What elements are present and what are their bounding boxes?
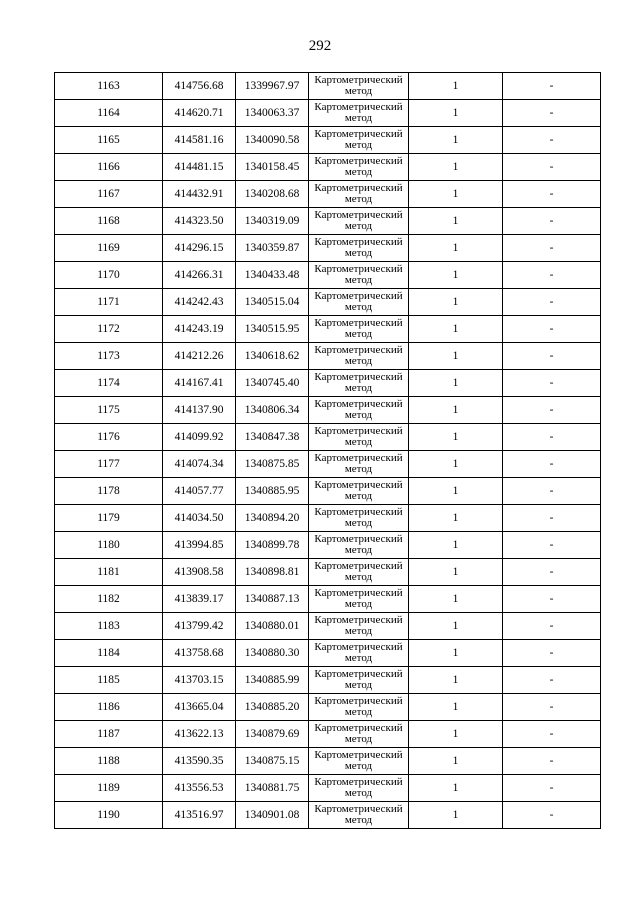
note-cell: - [503,343,601,370]
point-number-cell: 1166 [55,154,163,181]
table-row [55,343,601,370]
x-coordinate-cell: 413516.97 [163,802,236,829]
method-cell: Картометрический метод [309,397,409,424]
accuracy-cell: 1 [409,343,503,370]
y-coordinate-cell: 1340885.99 [236,667,309,694]
x-coordinate-cell: 414620.71 [163,100,236,127]
point-number-cell: 1168 [55,208,163,235]
table-row [55,424,601,451]
table-row [55,532,601,559]
method-cell: Картометрический метод [309,586,409,613]
table-row [55,73,601,100]
method-cell: Картометрический метод [309,262,409,289]
method-cell: Картометрический метод [309,802,409,829]
y-coordinate-cell: 1340901.08 [236,802,309,829]
point-number-cell: 1169 [55,235,163,262]
x-coordinate-cell: 413799.42 [163,613,236,640]
method-cell: Картометрический метод [309,343,409,370]
note-cell: - [503,802,601,829]
method-cell: Картометрический метод [309,748,409,775]
accuracy-cell: 1 [409,289,503,316]
y-coordinate-cell: 1340433.48 [236,262,309,289]
table-row [55,721,601,748]
y-coordinate-cell: 1340208.68 [236,181,309,208]
point-number-cell: 1183 [55,613,163,640]
accuracy-cell: 1 [409,505,503,532]
point-number-cell: 1172 [55,316,163,343]
accuracy-cell: 1 [409,559,503,586]
accuracy-cell: 1 [409,100,503,127]
accuracy-cell: 1 [409,586,503,613]
point-number-cell: 1184 [55,640,163,667]
accuracy-cell: 1 [409,397,503,424]
note-cell: - [503,235,601,262]
note-cell: - [503,100,601,127]
accuracy-cell: 1 [409,721,503,748]
accuracy-cell: 1 [409,235,503,262]
table-row [55,208,601,235]
y-coordinate-cell: 1340898.81 [236,559,309,586]
y-coordinate-cell: 1340887.13 [236,586,309,613]
y-coordinate-cell: 1340515.04 [236,289,309,316]
accuracy-cell: 1 [409,208,503,235]
x-coordinate-cell: 413590.35 [163,748,236,775]
note-cell: - [503,478,601,505]
x-coordinate-cell: 414057.77 [163,478,236,505]
point-number-cell: 1189 [55,775,163,802]
accuracy-cell: 1 [409,694,503,721]
accuracy-cell: 1 [409,640,503,667]
table-row [55,370,601,397]
point-number-cell: 1174 [55,370,163,397]
x-coordinate-cell: 414242.43 [163,289,236,316]
point-number-cell: 1182 [55,586,163,613]
accuracy-cell: 1 [409,262,503,289]
accuracy-cell: 1 [409,802,503,829]
table-row [55,289,601,316]
method-cell: Картометрический метод [309,181,409,208]
y-coordinate-cell: 1340158.45 [236,154,309,181]
point-number-cell: 1187 [55,721,163,748]
table-row [55,154,601,181]
y-coordinate-cell: 1340515.95 [236,316,309,343]
accuracy-cell: 1 [409,73,503,100]
method-cell: Картометрический метод [309,667,409,694]
coordinates-table-body [55,73,601,829]
y-coordinate-cell: 1340881.75 [236,775,309,802]
x-coordinate-cell: 414266.31 [163,262,236,289]
point-number-cell: 1177 [55,451,163,478]
y-coordinate-cell: 1340880.01 [236,613,309,640]
y-coordinate-cell: 1340319.09 [236,208,309,235]
y-coordinate-cell: 1340847.38 [236,424,309,451]
table-row [55,127,601,154]
method-cell: Картометрический метод [309,478,409,505]
table-row [55,559,601,586]
x-coordinate-cell: 414432.91 [163,181,236,208]
point-number-cell: 1190 [55,802,163,829]
x-coordinate-cell: 414167.41 [163,370,236,397]
method-cell: Картометрический метод [309,451,409,478]
note-cell: - [503,586,601,613]
accuracy-cell: 1 [409,316,503,343]
method-cell: Картометрический метод [309,559,409,586]
x-coordinate-cell: 414243.19 [163,316,236,343]
point-number-cell: 1164 [55,100,163,127]
note-cell: - [503,775,601,802]
y-coordinate-cell: 1340806.34 [236,397,309,424]
point-number-cell: 1175 [55,397,163,424]
accuracy-cell: 1 [409,181,503,208]
note-cell: - [503,613,601,640]
point-number-cell: 1167 [55,181,163,208]
accuracy-cell: 1 [409,478,503,505]
point-number-cell: 1165 [55,127,163,154]
note-cell: - [503,289,601,316]
accuracy-cell: 1 [409,775,503,802]
note-cell: - [503,667,601,694]
x-coordinate-cell: 413994.85 [163,532,236,559]
table-row [55,586,601,613]
accuracy-cell: 1 [409,154,503,181]
point-number-cell: 1180 [55,532,163,559]
page-number: 292 [308,38,332,54]
x-coordinate-cell: 413758.68 [163,640,236,667]
x-coordinate-cell: 413665.04 [163,694,236,721]
method-cell: Картометрический метод [309,208,409,235]
table-row [55,505,601,532]
x-coordinate-cell: 413556.53 [163,775,236,802]
x-coordinate-cell: 413839.17 [163,586,236,613]
method-cell: Картометрический метод [309,640,409,667]
method-cell: Картометрический метод [309,73,409,100]
method-cell: Картометрический метод [309,100,409,127]
point-number-cell: 1163 [55,73,163,100]
accuracy-cell: 1 [409,532,503,559]
note-cell: - [503,640,601,667]
point-number-cell: 1185 [55,667,163,694]
y-coordinate-cell: 1340880.30 [236,640,309,667]
y-coordinate-cell: 1340618.62 [236,343,309,370]
point-number-cell: 1171 [55,289,163,316]
point-number-cell: 1179 [55,505,163,532]
y-coordinate-cell: 1340894.20 [236,505,309,532]
point-number-cell: 1170 [55,262,163,289]
table-row [55,451,601,478]
note-cell: - [503,73,601,100]
table-row [55,694,601,721]
y-coordinate-cell: 1339967.97 [236,73,309,100]
point-number-cell: 1173 [55,343,163,370]
accuracy-cell: 1 [409,370,503,397]
point-number-cell: 1186 [55,694,163,721]
accuracy-cell: 1 [409,613,503,640]
x-coordinate-cell: 414212.26 [163,343,236,370]
method-cell: Картометрический метод [309,694,409,721]
method-cell: Картометрический метод [309,235,409,262]
y-coordinate-cell: 1340899.78 [236,532,309,559]
method-cell: Картометрический метод [309,613,409,640]
x-coordinate-cell: 414099.92 [163,424,236,451]
table-row [55,667,601,694]
table-row [55,613,601,640]
method-cell: Картометрический метод [309,721,409,748]
point-number-cell: 1188 [55,748,163,775]
method-cell: Картометрический метод [309,775,409,802]
method-cell: Картометрический метод [309,424,409,451]
table-row [55,181,601,208]
point-number-cell: 1176 [55,424,163,451]
point-number-cell: 1178 [55,478,163,505]
note-cell: - [503,559,601,586]
y-coordinate-cell: 1340875.85 [236,451,309,478]
table-row [55,802,601,829]
accuracy-cell: 1 [409,127,503,154]
x-coordinate-cell: 414323.50 [163,208,236,235]
y-coordinate-cell: 1340745.40 [236,370,309,397]
table-row [55,775,601,802]
accuracy-cell: 1 [409,748,503,775]
x-coordinate-cell: 414137.90 [163,397,236,424]
note-cell: - [503,748,601,775]
note-cell: - [503,721,601,748]
point-number-cell: 1181 [55,559,163,586]
y-coordinate-cell: 1340090.58 [236,127,309,154]
accuracy-cell: 1 [409,667,503,694]
x-coordinate-cell: 414034.50 [163,505,236,532]
y-coordinate-cell: 1340879.69 [236,721,309,748]
table-row [55,748,601,775]
note-cell: - [503,505,601,532]
table-row [55,100,601,127]
table-row [55,262,601,289]
x-coordinate-cell: 414074.34 [163,451,236,478]
x-coordinate-cell: 413908.58 [163,559,236,586]
table-row [55,397,601,424]
x-coordinate-cell: 414296.15 [163,235,236,262]
note-cell: - [503,262,601,289]
method-cell: Картометрический метод [309,154,409,181]
y-coordinate-cell: 1340885.20 [236,694,309,721]
note-cell: - [503,154,601,181]
coordinates-table [54,72,601,829]
table-row [55,640,601,667]
note-cell: - [503,208,601,235]
note-cell: - [503,694,601,721]
note-cell: - [503,370,601,397]
y-coordinate-cell: 1340359.87 [236,235,309,262]
x-coordinate-cell: 413703.15 [163,667,236,694]
table-row [55,478,601,505]
y-coordinate-cell: 1340885.95 [236,478,309,505]
method-cell: Картометрический метод [309,289,409,316]
x-coordinate-cell: 413622.13 [163,721,236,748]
accuracy-cell: 1 [409,424,503,451]
method-cell: Картометрический метод [309,505,409,532]
method-cell: Картометрический метод [309,370,409,397]
method-cell: Картометрический метод [309,316,409,343]
note-cell: - [503,397,601,424]
x-coordinate-cell: 414481.15 [163,154,236,181]
y-coordinate-cell: 1340875.15 [236,748,309,775]
note-cell: - [503,451,601,478]
note-cell: - [503,181,601,208]
note-cell: - [503,127,601,154]
x-coordinate-cell: 414756.68 [163,73,236,100]
note-cell: - [503,532,601,559]
x-coordinate-cell: 414581.16 [163,127,236,154]
table-row [55,235,601,262]
method-cell: Картометрический метод [309,127,409,154]
accuracy-cell: 1 [409,451,503,478]
table-row [55,316,601,343]
note-cell: - [503,424,601,451]
note-cell: - [503,316,601,343]
method-cell: Картометрический метод [309,532,409,559]
y-coordinate-cell: 1340063.37 [236,100,309,127]
